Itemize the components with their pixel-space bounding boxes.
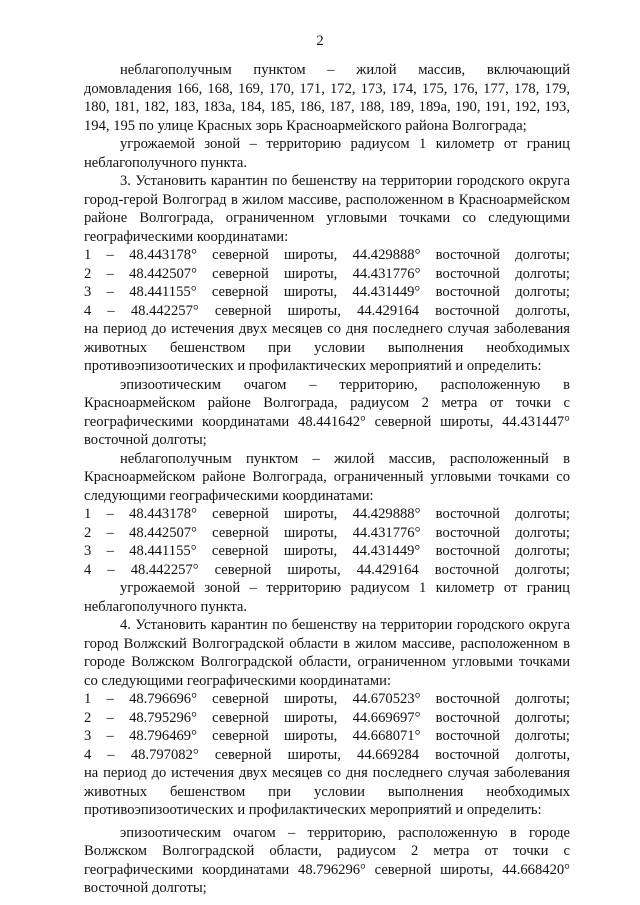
- coordinate-row: 4 – 48.797082° северной широты, 44.669284 восточной долготы,: [84, 746, 570, 763]
- coordinate-row: 3 – 48.796469° северной широты, 44.668071° восточной долготы;: [84, 728, 570, 744]
- coordinate-row: 2 – 48.442507° северной широты, 44.431776° восточной долготы;: [84, 524, 570, 541]
- paragraph: на период до истечения двух месяцев со дня последнего случая заболевания животных бешенством при условии выполнения необходимых противоэпизоотических и профилактических мероприятий и определить:: [84, 321, 570, 374]
- paragraph: на период до истечения двух месяцев со дня последнего случая заболевания животных бешенством при условии выполнения необходимых противоэпизоотических и профилактических мероприятий и определить:: [84, 765, 570, 818]
- document-body: [84, 61, 570, 898]
- coordinate-row: 1 – 48.443178° северной широты, 44.429888° восточной долготы;: [84, 247, 570, 263]
- coordinate-row: 3 – 48.441155° северной широты, 44.431449° восточной долготы;: [84, 543, 570, 559]
- paragraph: угрожаемой зоной – территорию радиусом 1 километр от границ неблагополучного пункта.: [84, 136, 570, 171]
- coordinate-row: 2 – 48.442507° северной широты, 44.431776° восточной долготы;: [84, 265, 570, 282]
- coordinates-list: [84, 690, 570, 764]
- coordinates-list: [84, 246, 570, 320]
- paragraph: 3. Установить карантин по бешенству на территории городского округа город-герой Волгоград в жилом массиве, расположенном в Красноармейском районе Волгограда, ограниченном угловыми точками со следующими географическими координатами:: [84, 173, 570, 245]
- coordinate-row: 1 – 48.443178° северной широты, 44.429888° восточной долготы;: [84, 506, 570, 522]
- paragraph: эпизоотическим очагом – территорию, расположенную в городе Волжском Волгоградской области, радиусом 2 метра от точки с географическими координатами 48.796296° северной широты, 44.668420° восточной долготы;: [84, 824, 570, 896]
- coordinates-list: [84, 505, 570, 579]
- paragraph: неблагополучным пунктом – жилой массив, расположенный в Красноармейском районе Волгограда, ограниченный угловыми точками со следующими географическими координатами:: [84, 450, 570, 504]
- paragraph: неблагополучным пунктом – жилой массив, включающий домовладения 166, 168, 169, 170, 171, 172, 173, 174, 175, 176, 177, 178, 179, 180, 181, 182, 183, 183а, 184, 185, 186, 187, 188, 189, 189а, 190, 191, 192, 193, 194, 195 по улице Красных зорь Красноармейского района Волгограда;: [84, 62, 570, 134]
- coordinate-row: 4 – 48.442257° северной широты, 44.429164 восточной долготы;: [84, 561, 570, 578]
- paragraph: эпизоотическим очагом – территорию, расположенную в Красноармейском районе Волгограда, радиусом 2 метра от точки с географическими координатами 48.441642° северной широты, 44.431447° восточной долготы;: [84, 376, 570, 448]
- coordinate-row: 3 – 48.441155° северной широты, 44.431449° восточной долготы;: [84, 284, 570, 300]
- coordinate-row: 4 – 48.442257° северной широты, 44.429164 восточной долготы,: [84, 302, 570, 319]
- coordinate-row: 1 – 48.796696° северной широты, 44.670523° восточной долготы;: [84, 691, 570, 707]
- paragraph: угрожаемой зоной – территорию радиусом 1 километр от границ неблагополучного пункта.: [84, 580, 570, 615]
- paragraph: 4. Установить карантин по бешенству на территории городского округа город Волжский Волгоградской области в жилом массиве, расположенном в городе Волжском Волгоградской области, ограниченном угловыми точками со следующими географическими координатами:: [84, 617, 570, 689]
- coordinate-row: 2 – 48.795296° северной широты, 44.669697° восточной долготы;: [84, 709, 570, 726]
- page-number: 2: [316, 33, 324, 49]
